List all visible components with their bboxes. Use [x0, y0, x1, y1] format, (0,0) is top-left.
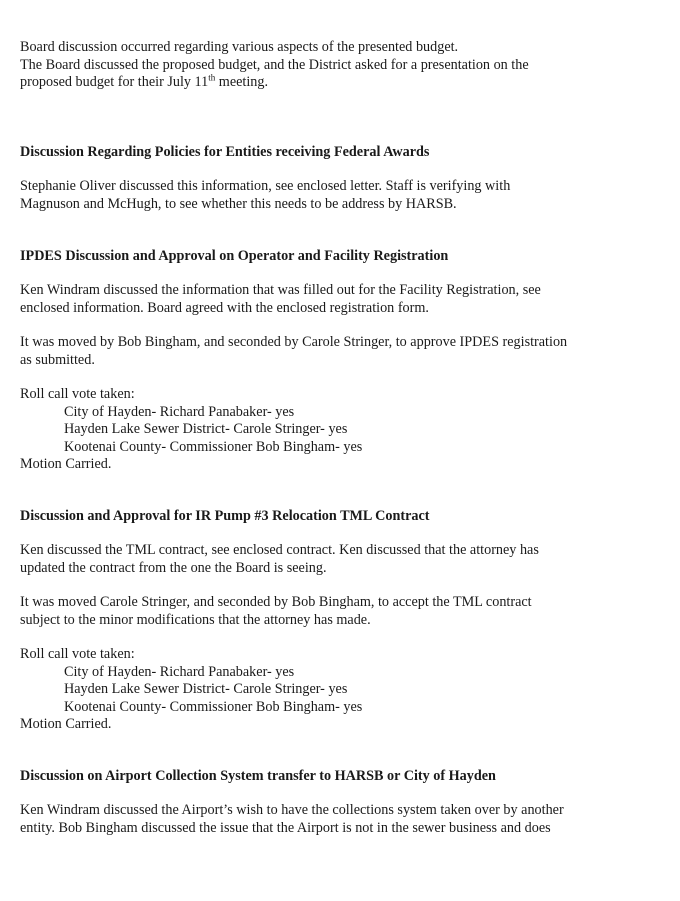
ipdes-roll-call	[20, 386, 640, 474]
ipdes-paragraph	[20, 282, 640, 317]
ipdes-motion-line-1: It was moved by Bob Bingham, and seconded by Carole Stringer, to approve IPDES registration	[20, 334, 568, 350]
motion-result: Motion Carried.	[20, 716, 112, 732]
budget-line-2: The Board discussed the proposed budget, and the District asked for a presentation on the	[20, 56, 529, 73]
pump-roll-call	[20, 646, 640, 734]
motion-result: Motion Carried.	[20, 456, 112, 472]
federal-line-2: Magnuson and McHugh, to see whether this needs to be address by HARSB.	[20, 195, 457, 212]
pump-motion-line-1: It was moved Carole Stringer, and seconded by Bob Bingham, to accept the TML contract	[20, 594, 532, 610]
budget-line-3	[20, 74, 640, 92]
airport-line-2: entity. Bob Bingham discussed the issue that the Airport is not in the sewer business and does	[20, 819, 551, 836]
pump-motion-line-2: subject to the minor modifications that the attorney has made.	[20, 611, 371, 628]
airport-paragraph	[20, 802, 640, 837]
pump-line-1: Ken discussed the TML contract, see enclosed contract. Ken discussed that the attorney has	[20, 542, 539, 558]
ipdes-line-1: Ken Windram discussed the information that was filled out for the Facility Registration, see	[20, 282, 541, 298]
budget-line-1: Board discussion occurred regarding various aspects of the presented budget.	[20, 39, 459, 55]
vote-entry: City of Hayden- Richard Panabaker- yes	[64, 663, 295, 680]
roll-call-label: Roll call vote taken:	[20, 646, 135, 662]
federal-awards-paragraph	[20, 178, 640, 213]
budget-line-3-text: proposed budget for their July 11	[20, 74, 209, 90]
budget-paragraph	[20, 39, 640, 92]
pump-contract-heading: Discussion and Approval for IR Pump #3 Relocation TML Contract	[20, 508, 430, 524]
budget-line-3-end: meeting.	[218, 74, 269, 90]
vote-entry: Kootenai County- Commissioner Bob Bingham- yes	[64, 698, 363, 715]
pump-line-2: updated the contract from the one the Board is seeing.	[20, 559, 327, 576]
airport-heading: Discussion on Airport Collection System transfer to HARSB or City of Hayden	[20, 768, 496, 784]
vote-entry: Hayden Lake Sewer District- Carole Stringer- yes	[64, 681, 348, 697]
ipdes-motion-line-2: as submitted.	[20, 351, 95, 368]
ipdes-heading: IPDES Discussion and Approval on Operator and Facility Registration	[20, 248, 449, 264]
ipdes-line-2: enclosed information. Board agreed with the enclosed registration form.	[20, 299, 429, 316]
airport-line-1: Ken Windram discussed the Airport’s wish to have the collections system taken over by another	[20, 802, 564, 818]
pump-motion	[20, 594, 640, 629]
federal-awards-heading: Discussion Regarding Policies for Entities receiving Federal Awards	[20, 144, 430, 160]
ipdes-motion	[20, 334, 640, 369]
federal-line-1: Stephanie Oliver discussed this information, see enclosed letter. Staff is verifying with	[20, 178, 511, 194]
roll-call-label: Roll call vote taken:	[20, 386, 135, 402]
vote-entry: Kootenai County- Commissioner Bob Bingham- yes	[64, 438, 363, 455]
ordinal-suffix: th	[208, 72, 216, 83]
vote-entry: Hayden Lake Sewer District- Carole Stringer- yes	[64, 421, 348, 437]
vote-entry: City of Hayden- Richard Panabaker- yes	[64, 403, 295, 420]
pump-paragraph	[20, 542, 640, 577]
